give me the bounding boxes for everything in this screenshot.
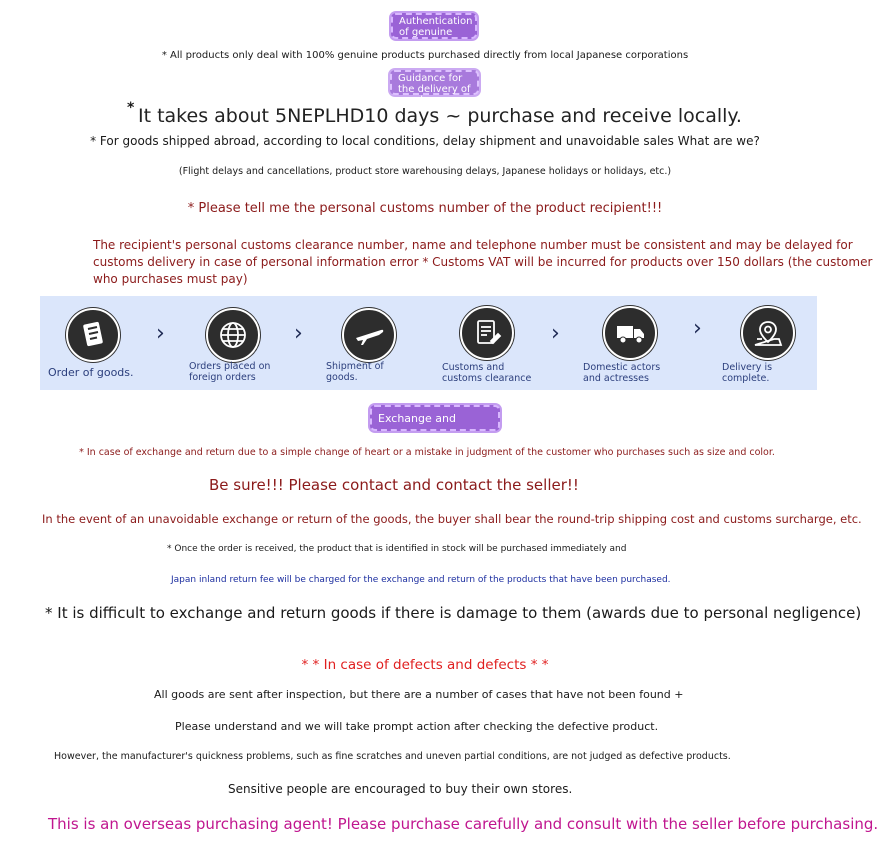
map-pin-icon xyxy=(741,306,795,360)
manufacturer-note: However, the manufacturer's quickness problems, such as fine scratches and uneven partial conditions, are not judged as defective products. xyxy=(54,751,731,762)
step-label-customs: Customs and customs clearance xyxy=(442,362,532,384)
exchange-badge: Exchange and refund xyxy=(370,405,500,431)
final-notice: This is an overseas purchasing agent! Please purchase carefully and consult with the seller before purchasing. xyxy=(48,815,878,833)
step-label-shipment: Shipment of goods. xyxy=(326,361,384,383)
delay-reasons: (Flight delays and cancellations, product store warehousing delays, Japanese holidays or holidays, etc.) xyxy=(178,166,672,177)
step-label-order: Order of goods. xyxy=(48,366,134,379)
buyer-cost-note: In the event of an unavoidable exchange or return of the goods, the buyer shall bear the round-trip shipping cost and customs surcharge, etc. xyxy=(42,512,862,526)
damage-note: * It is difficult to exchange and return goods if there is damage to them (awards due to personal negligence) xyxy=(45,604,862,622)
understand-note: Please understand and we will take prompt action after checking the defective product. xyxy=(175,720,659,733)
customs-detail-2: customs delivery in case of personal information error * Customs VAT will be incurred for products over 150 dollars (the customer xyxy=(93,255,873,269)
step-label-domestic: Domestic actors and actresses xyxy=(583,362,661,384)
authentic-badge: Authentication of genuine xyxy=(391,13,477,39)
contact-seller-notice: Be sure!!! Please contact and contact the seller!! xyxy=(209,476,579,494)
delivery-time-text: It takes about 5NEPLHD10 days ~ purchase and receive locally. xyxy=(138,105,742,127)
genuine-note: * All products only deal with 100% genuine products purchased directly from local Japanese corporations xyxy=(161,50,689,61)
airplane-icon xyxy=(342,308,396,362)
chevron-right-icon: › xyxy=(693,316,702,341)
order-received-note: * Once the order is received, the product that is identified in stock will be purchased immediately and xyxy=(167,544,627,554)
chevron-right-icon: › xyxy=(156,321,165,346)
order-document-icon xyxy=(66,308,120,362)
customs-request: * Please tell me the personal customs number of the product recipient!!! xyxy=(187,201,663,216)
guidance-badge: Guidance for the delivery of goods xyxy=(390,70,479,95)
inspection-note: All goods are sent after inspection, but there are a number of cases that have not been found + xyxy=(154,688,684,701)
customs-detail-1: The recipient's personal customs clearance number, name and telephone number must be consistent and may be delayed for xyxy=(93,238,853,252)
bullet-mark: * xyxy=(127,100,135,116)
shipped-abroad-note: * For goods shipped abroad, according to local conditions, delay shipment and unavoidable sales What are we? xyxy=(90,134,760,148)
defects-heading: * * In case of defects and defects * * xyxy=(301,657,549,673)
customs-detail-3: who purchases must pay) xyxy=(93,272,248,286)
simple-change-note: * In case of exchange and return due to a simple change of heart or a mistake in judgment of the customer who purchases such as size and color. xyxy=(79,447,775,458)
customs-form-icon xyxy=(460,306,514,360)
step-label-complete: Delivery is complete. xyxy=(722,362,773,384)
chevron-right-icon: › xyxy=(551,321,560,346)
chevron-right-icon: › xyxy=(294,321,303,346)
delivery-truck-icon xyxy=(603,306,657,360)
globe-icon xyxy=(206,308,260,362)
inland-fee-note: Japan inland return fee will be charged for the exchange and return of the products that have been purchased. xyxy=(171,575,671,585)
sensitive-note: Sensitive people are encouraged to buy their own stores. xyxy=(228,782,573,796)
step-label-orders-placed: Orders placed on foreign orders xyxy=(189,361,271,383)
